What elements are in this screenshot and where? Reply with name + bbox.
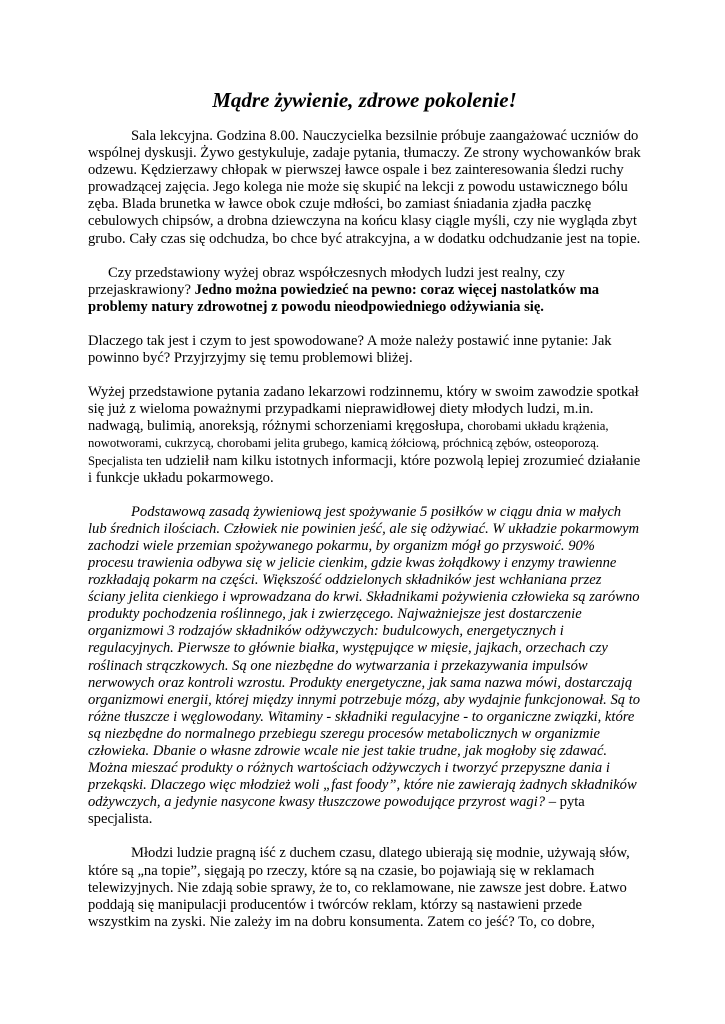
paragraph-doctor-outro: udzielił nam kilku istotnych informacji, które pozwolą lepiej zrozumieć działanie i funkcje układu pokarmowego. bbox=[88, 452, 641, 486]
paragraph-specialist-quote bbox=[88, 504, 641, 829]
paragraph-classroom: Sala lekcyjna. Godzina 8.00. Nauczycielka bezsilnie próbuje zaangażować uczniów do wspólnej dyskusji. Żywo gestykuluje, zadaje pytania, tłumaczy. Ze strony wychowanków brak odzewu. Kędzierzawy chłopak w pierwszej ławce ospale i bez zainteresowania śledzi ruchy prowadzącej zajęcia. Jego kolega nie może się skupić na lekcji z powodu ustawicznego bólu zęba. Blada brunetka w ławce obok czuje mdłości, bo zamiast śniadania zjadła paczkę cebulowych chipsów, a drobna dziewczyna na końcu klasy ciągle myśli, czy nie wygląda zbyt grubo. Cały czas się odchudza, bo chce być atrakcyjna, a w dodatku odchudzanie jest na topie. bbox=[88, 128, 641, 247]
paragraph-youth: Młodzi ludzie pragną iść z duchem czasu, dlatego ubierają się modnie, używają słów, które są „na topie”, sięgają po rzeczy, które są na czasie, bo pojawiają się w reklamach telewizyjnych. Nie zdają sobie sprawy, że to, co reklamowane, nie zawsze jest dobre. Łatwo poddają się manipulacji producentów i twórców reklam, którzy są nastawieni przede wszystkim na zyski. Nie zależy im na dobru konsumenta. Zatem co jeść? To, co dobre, bbox=[88, 845, 630, 930]
paragraph-doctor bbox=[88, 384, 641, 487]
paragraph-question bbox=[88, 265, 641, 316]
paragraph-why: Dlaczego tak jest i czym to jest spowodowane? A może należy postawić inne pytanie: Jak powinno być? Przyjrzyjmy się temu problemowi bliżej. bbox=[88, 332, 612, 367]
paragraph-doctor-diseases: chorobami układu krążenia, nowotworami, cukrzycą, chorobami jelita grubego, kamicą żółciową, próchnicą zębów, osteoporozą. Specjalista ten bbox=[88, 419, 609, 468]
paragraph-doctor-intro: Wyżej przedstawione pytania zadano lekarzowi rodzinnemu, który w swoim zawodzie spotkał się już z wieloma poważnymi przypadkami nieprawidłowej diety młodych ludzi, m.in. nadwagą, bulimią, anoreksją, różnymi schorzeniami kręgosłupa, bbox=[88, 384, 639, 435]
quote-attribution: – pyta specjalista. bbox=[88, 794, 585, 828]
paragraph-question-bold: Jedno można powiedzieć na pewno: coraz więcej nastolatków ma problemy natury zdrowotnej z powodu nieodpowiedniego odżywiania się. bbox=[88, 281, 600, 315]
article-title: Mądre żywienie, zdrowe pokolenie! bbox=[212, 88, 517, 112]
specialist-quote: Podstawową zasadą żywieniową jest spożywanie 5 posiłków w ciągu dnia w małych lub średnich ilościach. Człowiek nie powinien jeść, ale się odżywiać. W układzie pokarmowym zachodzi wiele przemian spożywanego pokarmu, by organizm mógł go przyswoić. 90% procesu trawienia odbywa się w jelicie cienkim, gdzie kwas żołądkowy i enzymy trawienne rozkładają pokarm na części. Większość oddzielonych składników jest wchłaniana przez ściany jelita cienkiego i wprowadzana do krwi. Składnikami pożywienia człowieka są zarówno produkty pochodzenia roślinnego, jak i zwierzęcego. Najważniejsze jest dostarczenie organizmowi 3 rodzajów składników odżywczych: budulcowych, energetycznych i regulacyjnych. Pierwsze to głównie białka, występujące w mięsie, jajkach, orzechach czy roślinach strączkowych. Są one niezbędne do wytwarzania i przekazywania impulsów nerwowych oraz kontroli wzrostu. Produkty energetyczne, jak sama nazwa mówi, dostarczają organizmowi energii, której między innymi potrzebuje mózg, aby wydajnie funkcjonował. Są to różne tłuszcze i węglowodany. Witaminy - składniki regulacyjne - to organiczne związki, które są niezbędne do normalnego przebiegu szeregu procesów metabolicznych w organizmie człowieka. Dbanie o własne zdrowie wcale nie jest takie trudne, jak mogłoby się zdawać. Można mieszać produkty o różnych wartościach odżywczych i tworzyć przepyszne dania i przekąski. Dlaczego więc młodzież woli „fast foody”, które nie zawierają żadnych składników odżywczych, a jedynie nasycone kwasy tłuszczowe powodujące przyrost wagi? bbox=[88, 503, 641, 811]
paragraph-question-text: Czy przedstawiony wyżej obraz współczesnych młodych ludzi jest realny, czy przejaskrawiony? bbox=[88, 264, 565, 298]
